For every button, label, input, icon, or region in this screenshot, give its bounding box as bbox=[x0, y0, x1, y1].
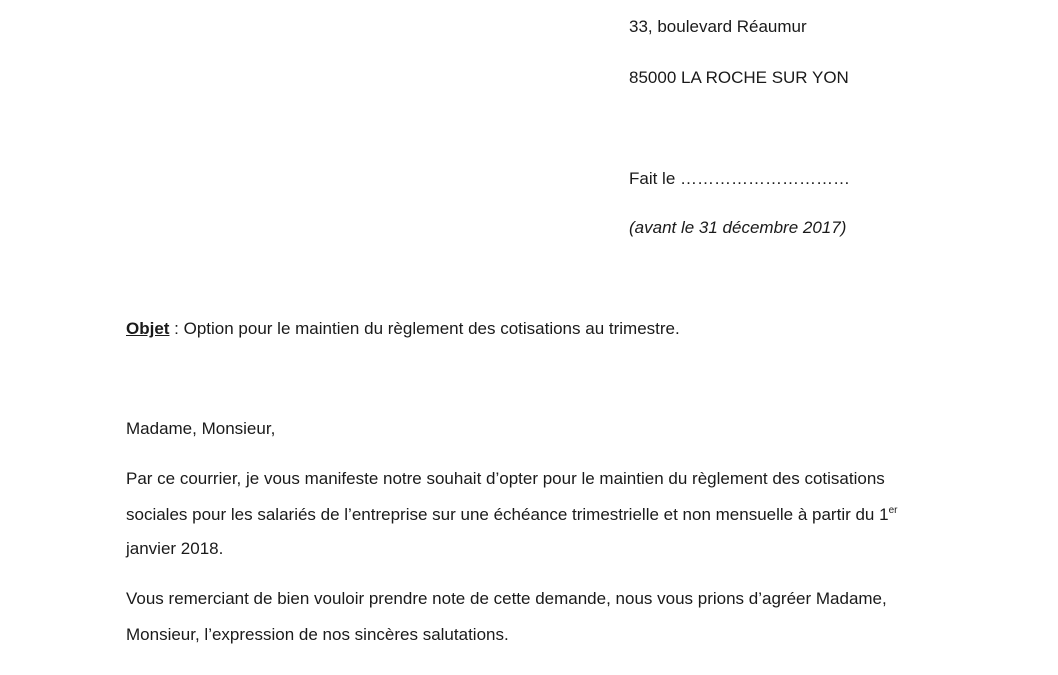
subject-label: Objet bbox=[126, 319, 170, 338]
subject-text: : Option pour le maintien du règlement des cotisations au trimestre. bbox=[169, 319, 680, 338]
ordinal-superscript: er bbox=[888, 505, 898, 516]
paragraph1-line1: Par ce courrier, je vous manifeste notre souhait d’opter pour le maintien du règlement des cotisations bbox=[126, 469, 885, 488]
paragraph2-line2: Monsieur, l’expression de nos sincères salutations. bbox=[126, 625, 509, 644]
paragraph1-line3: janvier 2018. bbox=[126, 539, 224, 558]
paragraph2-line1: Vous remerciant de bien vouloir prendre note de cette demande, nous vous prions d’agréer Madame, bbox=[126, 589, 887, 608]
salutation: Madame, Monsieur, bbox=[126, 419, 276, 438]
subject-line bbox=[126, 318, 680, 340]
recipient-street: 33, boulevard Réaumur bbox=[629, 17, 807, 36]
paragraph1-line2-text: sociales pour les salariés de l’entreprise sur une échéance trimestrielle et non mensuelle à partir du 1 bbox=[126, 505, 889, 524]
paragraph1-line2 bbox=[126, 504, 897, 529]
recipient-city: 85000 LA ROCHE SUR YON bbox=[629, 68, 849, 87]
date-line: Fait le ………………………… bbox=[629, 169, 851, 188]
deadline-note: (avant le 31 décembre 2017) bbox=[629, 218, 847, 237]
